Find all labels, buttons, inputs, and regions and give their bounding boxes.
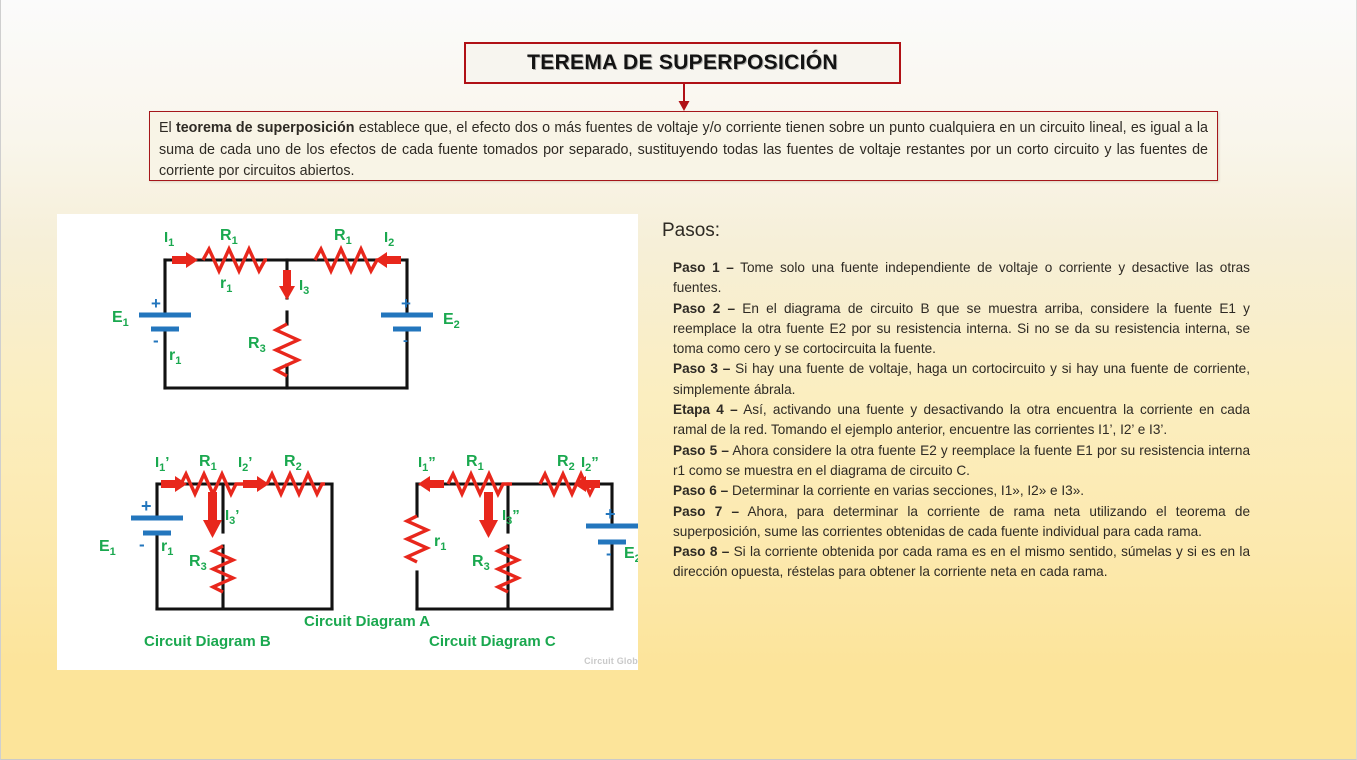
battery-e2-a	[381, 315, 433, 329]
step-item	[673, 258, 1250, 299]
label-e2-a: $E_2$	[443, 311, 460, 331]
circuit-diagram-a	[107, 220, 527, 425]
step-text: Si la corriente obtenida por cada rama es en el mismo sentido, súmelas y si es en la dirección opuesta, réstelas para obtener la corriente neta en cada rama.	[673, 544, 1250, 580]
steps-section	[662, 220, 1250, 583]
label-e1-a: $E_1$	[112, 309, 129, 329]
label-r2-c: $R_2$	[557, 454, 575, 473]
label-plus-e2-a: +	[401, 294, 411, 313]
label-i1-c: $I_1$”	[418, 454, 436, 474]
label-i1-a: $I_1$	[164, 229, 175, 249]
label-minus-e1-b: -	[139, 535, 145, 554]
label-r1-b: $R_1$	[199, 454, 217, 473]
label-r1-internal-b: $r_1$	[161, 538, 174, 558]
step-label: Etapa 4 –	[673, 402, 738, 418]
battery-e1-b	[131, 518, 183, 533]
step-text: Tome solo una fuente independiente de voltaje o corriente y desactive las otras fuentes.	[673, 260, 1250, 296]
current-arrow-i3-c	[479, 492, 498, 538]
down-arrow-icon	[677, 84, 691, 112]
circuit-diagram-image	[57, 214, 641, 670]
label-plus-e1-a: +	[151, 294, 161, 313]
label-r1-a: $R_1$	[220, 227, 238, 247]
battery-e2-c	[586, 526, 638, 542]
label-plus-e1-b: +	[141, 496, 152, 516]
step-text: Si hay una fuente de voltaje, haga un cortocircuito y si hay una fuente de corriente, simplemente ábrala.	[673, 361, 1250, 397]
steps-heading: Pasos:	[662, 220, 721, 241]
current-arrow-i2-b	[243, 476, 269, 492]
label-i1-b: $I_1$’	[155, 454, 170, 474]
step-label: Paso 2 –	[673, 300, 736, 316]
label-r1-c: $R_1$	[466, 454, 484, 473]
watermark: Circuit Glob	[584, 656, 638, 666]
label-r2-a: $R_1$	[334, 227, 352, 247]
description-text	[159, 118, 1208, 183]
circuit-diagram-c	[362, 454, 641, 629]
step-item	[673, 299, 1250, 360]
label-r3-a: $R_3$	[248, 335, 266, 355]
step-item	[673, 359, 1250, 400]
caption-circuit-a: Circuit Diagram A	[304, 613, 431, 630]
current-arrow-i1-a	[172, 252, 198, 268]
label-e1-b: $E_1$	[99, 538, 116, 558]
label-r1-internal-a: $r_1$	[220, 275, 233, 295]
label-minus-e1-a: -	[153, 331, 159, 350]
caption-circuit-b: Circuit Diagram B	[144, 633, 271, 650]
label-plus-e2-c: +	[605, 504, 616, 524]
step-label: Paso 1 –	[673, 260, 734, 275]
current-arrow-i2-a	[375, 252, 401, 268]
step-item	[673, 441, 1250, 482]
step-item	[673, 481, 1250, 501]
step-item	[673, 542, 1250, 583]
step-item	[673, 502, 1250, 543]
page-title: TEREMA DE SUPERPOSICIÓN	[527, 51, 838, 74]
step-label: Paso 3 –	[673, 361, 731, 377]
current-arrow-i3-b	[203, 492, 222, 538]
label-i3-b: $I_3$’	[225, 507, 240, 527]
step-text: Ahora, para determinar la corriente de rama neta utilizando el teorema de superposición, sume las corrientes obtenidas de cada fuente individual para cada rama.	[673, 503, 1250, 539]
steps-list	[662, 258, 1250, 583]
label-r1-bottom-a: $r_1$	[169, 347, 182, 367]
description-lead: El	[159, 120, 176, 136]
caption-circuit-c: Circuit Diagram C	[429, 633, 556, 650]
step-text: Determinar la corriente en varias secciones, I1», I2» e I3».	[728, 483, 1085, 499]
step-text: Así, activando una fuente y desactivando la otra encuentra la corriente en cada ramal de la red. Tomando el ejemplo anterior, encuentre las corrientes I1’, I2’ e I3’.	[673, 402, 1250, 438]
label-i3-a: $I_3$	[299, 277, 310, 297]
description-rest: establece que, el efecto dos o más fuentes de voltaje y/o corriente tienen sobre un punto cualquiera en un circuito lineal, es igual a la suma de cada uno de los efectos de cada fuente tomados por separado, sustituyendo todas las fuentes de voltaje restantes por un corto circuito y las fuentes de corriente por circuitos abiertos.	[159, 120, 1208, 179]
label-r3-c: $R_3$	[472, 553, 490, 573]
step-text: En el diagrama de circuito B que se muestra arriba, considere la fuente E1 y reemplace la otra fuente E2 por su resistencia interna. Si no se da su resistencia interna, se toma como cero y se cortocircuita la fuente.	[673, 300, 1250, 357]
current-arrow-i1-c	[418, 476, 444, 492]
label-minus-e2-c: -	[606, 544, 612, 563]
battery-e1-a	[139, 315, 191, 329]
label-r1-internal-c: $r_1$	[434, 533, 447, 553]
label-r2-b: $R_2$	[284, 454, 302, 473]
step-item	[673, 400, 1250, 441]
label-i2-a: $I_2$	[384, 229, 395, 249]
current-arrow-i3-a	[279, 270, 295, 300]
step-label: Paso 7 –	[673, 503, 740, 519]
label-r3-b: $R_3$	[189, 553, 207, 573]
label-i2-c: $I_2$”	[581, 454, 599, 474]
title-box	[464, 42, 901, 84]
step-text: Ahora considere la otra fuente E2 y reemplace la fuente E1 por su resistencia interna r1 como se muestra en el diagrama de circuito C.	[673, 442, 1250, 478]
step-label: Paso 5 –	[673, 442, 729, 458]
label-i3-c: $I_3$”	[502, 507, 520, 527]
slide-canvas	[1, 0, 1356, 759]
label-i2-b: $I_2$’	[238, 454, 253, 474]
description-bold-term: teorema de superposición	[175, 120, 355, 136]
description-box	[149, 111, 1218, 181]
step-label: Paso 6 –	[673, 483, 729, 499]
step-label: Paso 8 –	[673, 544, 730, 560]
circuit-diagram-b	[77, 454, 367, 629]
label-e2-c: $E_2$	[624, 545, 641, 565]
label-minus-e2-a: -	[403, 332, 408, 349]
